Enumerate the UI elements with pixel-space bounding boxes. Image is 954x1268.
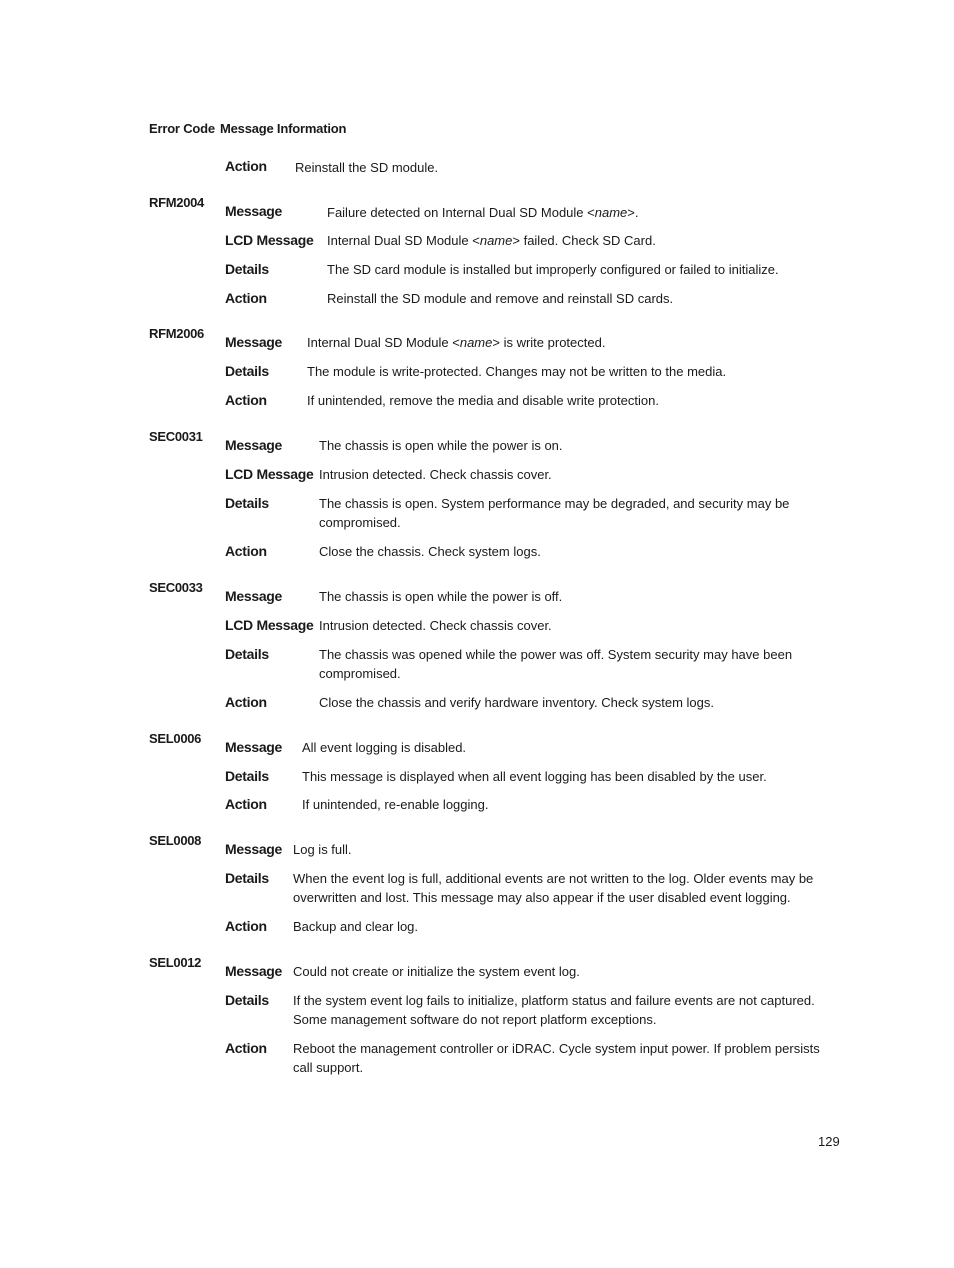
details-label: Details bbox=[225, 768, 269, 784]
action-text: Reboot the management controller or iDRAC. Cycle system input power. If problem persists call support. bbox=[293, 1041, 820, 1075]
message-text: Log is full. bbox=[293, 842, 352, 857]
action-label: Action bbox=[225, 543, 267, 559]
details-label: Details bbox=[225, 495, 269, 511]
details-text: If the system event log fails to initialize, platform status and failure events are not captured. Some management software do not report platform exceptions. bbox=[293, 993, 815, 1027]
details-label: Details bbox=[225, 870, 269, 886]
details-text: The chassis is open. System performance may be degraded, and security may be compromised. bbox=[319, 496, 790, 530]
page-number: 129 bbox=[818, 1134, 840, 1149]
action-label: Action bbox=[225, 918, 267, 934]
error-code: RFM2004 bbox=[149, 195, 204, 210]
error-code: SEC0031 bbox=[149, 429, 203, 444]
lcd-message-label: LCD Message bbox=[225, 617, 314, 633]
action-text: Reinstall the SD module. bbox=[295, 160, 439, 175]
details-text: The module is write-protected. Changes may not be written to the media. bbox=[307, 364, 727, 379]
message-text: Internal Dual SD Module <name> is write protected. bbox=[307, 335, 606, 350]
action-label: Action bbox=[225, 392, 267, 408]
action-text: If unintended, re-enable logging. bbox=[302, 797, 489, 812]
message-label: Message bbox=[225, 841, 283, 857]
message-text: Could not create or initialize the system event log. bbox=[293, 964, 580, 979]
message-label: Message bbox=[225, 203, 283, 219]
lcd-message-text: Internal Dual SD Module <name> failed. Check SD Card. bbox=[327, 233, 656, 248]
details-text: This message is displayed when all event logging has been disabled by the user. bbox=[302, 769, 767, 784]
message-label: Message bbox=[225, 334, 283, 350]
message-label: Message bbox=[225, 963, 283, 979]
message-label: Message bbox=[225, 588, 283, 604]
action-label: Action bbox=[225, 796, 267, 812]
action-text: Close the chassis and verify hardware inventory. Check system logs. bbox=[319, 695, 714, 710]
action-label: Action bbox=[225, 1040, 267, 1056]
message-label: Message bbox=[225, 437, 283, 453]
message-text: The chassis is open while the power is off. bbox=[319, 589, 563, 604]
action-label: Action bbox=[225, 694, 267, 710]
error-code: SEL0008 bbox=[149, 833, 202, 848]
lcd-message-text: Intrusion detected. Check chassis cover. bbox=[319, 618, 552, 633]
error-code: SEL0012 bbox=[149, 955, 202, 970]
details-label: Details bbox=[225, 363, 269, 379]
action-text: If unintended, remove the media and disable write protection. bbox=[307, 393, 659, 408]
details-text: When the event log is full, additional events are not written to the log. Older events may be overwritten and lost. This message may also appear if the user disabled event logging. bbox=[293, 871, 814, 905]
lcd-message-label: LCD Message bbox=[225, 232, 314, 248]
details-label: Details bbox=[225, 992, 269, 1008]
details-text: The chassis was opened while the power was off. System security may have been compromised. bbox=[319, 647, 793, 681]
message-text: Failure detected on Internal Dual SD Module <name>. bbox=[327, 205, 639, 220]
lcd-message-label: LCD Message bbox=[225, 466, 314, 482]
header-error-code: Error Code bbox=[149, 121, 215, 136]
action-label: Action bbox=[225, 290, 267, 306]
header-message-information: Message Information bbox=[220, 121, 347, 136]
details-label: Details bbox=[225, 261, 269, 277]
message-text: All event logging is disabled. bbox=[302, 740, 467, 755]
details-label: Details bbox=[225, 646, 269, 662]
action-text: Backup and clear log. bbox=[293, 919, 419, 934]
action-label: Action bbox=[225, 158, 267, 174]
lcd-message-text: Intrusion detected. Check chassis cover. bbox=[319, 467, 552, 482]
error-code: RFM2006 bbox=[149, 326, 204, 341]
action-text: Close the chassis. Check system logs. bbox=[319, 544, 541, 559]
action-text: Reinstall the SD module and remove and reinstall SD cards. bbox=[327, 291, 674, 306]
message-text: The chassis is open while the power is on. bbox=[319, 438, 563, 453]
error-code: SEC0033 bbox=[149, 580, 203, 595]
message-label: Message bbox=[225, 739, 283, 755]
error-code: SEL0006 bbox=[149, 731, 202, 746]
details-text: The SD card module is installed but improperly configured or failed to initialize. bbox=[327, 262, 779, 277]
